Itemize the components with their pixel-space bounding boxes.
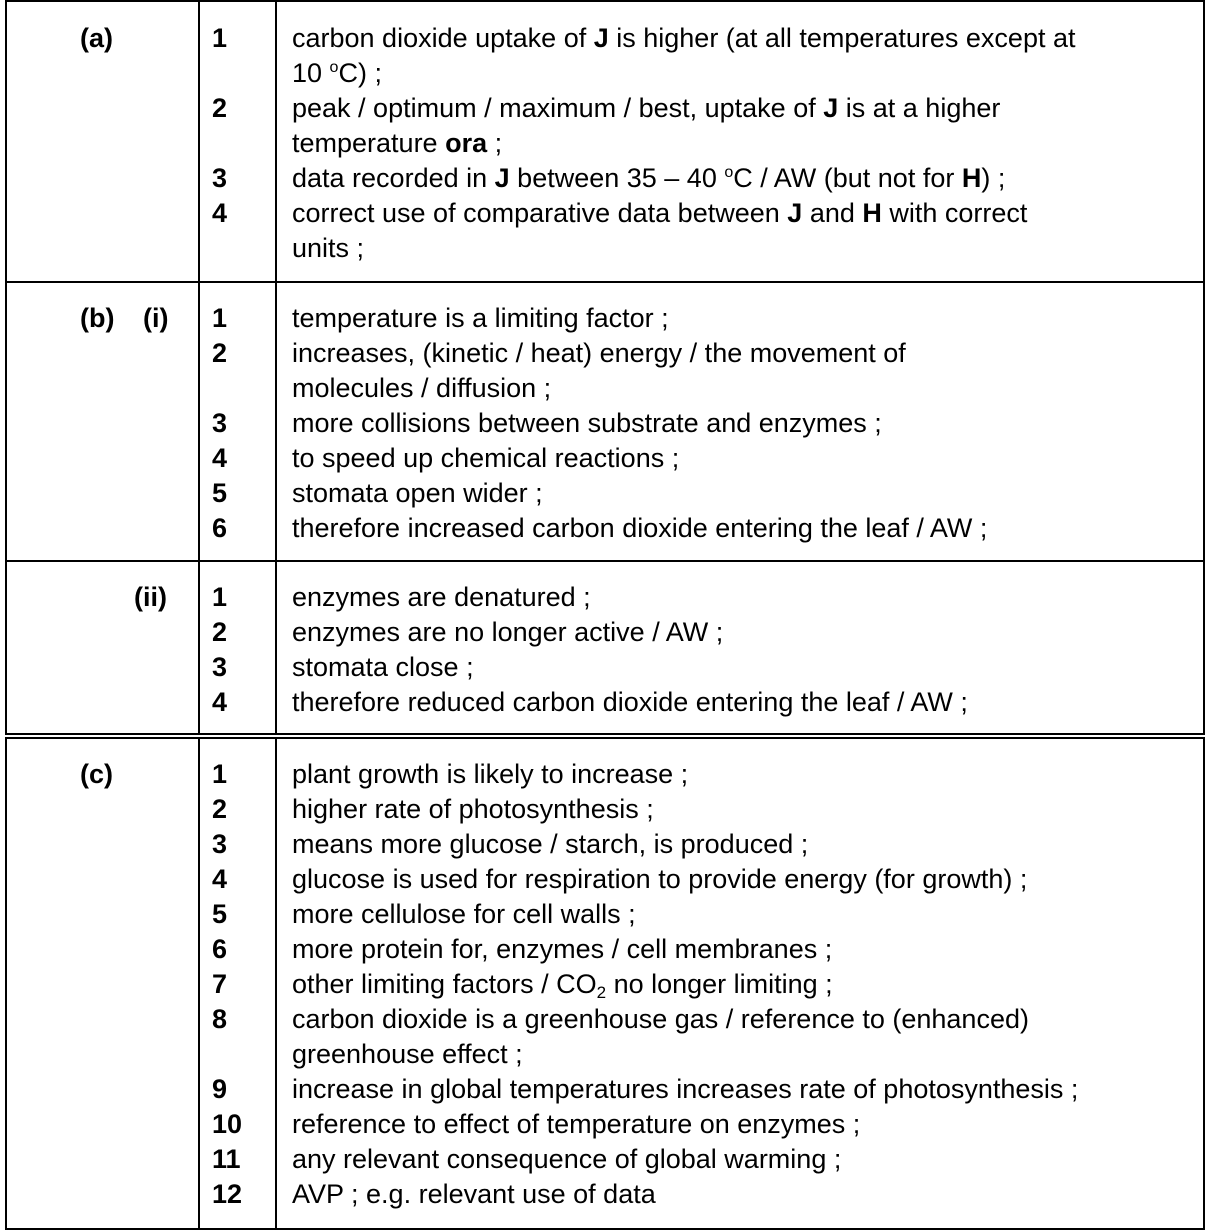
section-label: (c)	[80, 759, 113, 789]
mark-point-text: to speed up chemical reactions ;	[292, 443, 680, 473]
mark-point-text: molecules / diffusion ;	[292, 373, 552, 403]
mark-point-number: 1	[212, 303, 228, 333]
subsection-label: (ii)	[134, 582, 167, 612]
column-divider	[198, 283, 200, 560]
section-b-i-block	[5, 281, 1205, 562]
mark-point-number: 5	[212, 899, 228, 929]
mark-point-number: 3	[212, 652, 228, 682]
mark-point-text: carbon dioxide uptake of J is higher (at all temperatures except at	[292, 23, 1076, 53]
mark-point-text: reference to effect of temperature on enzymes ;	[292, 1109, 861, 1139]
mark-point-text: stomata close ;	[292, 652, 474, 682]
section-label: (a)	[80, 23, 113, 53]
column-divider	[198, 562, 200, 733]
mark-point-text: temperature is a limiting factor ;	[292, 303, 669, 333]
mark-point-text: correct use of comparative data between J and H with correct	[292, 198, 1028, 228]
mark-point-number: 1	[212, 23, 228, 53]
mark-point-text: 10 $^o$C) ;	[292, 58, 382, 88]
mark-point-text: increases, (kinetic / heat) energy / the movement of	[292, 338, 906, 368]
mark-point-text: means more glucose / starch, is produced ;	[292, 829, 809, 859]
section-c-block	[5, 737, 1205, 1230]
mark-point-text: carbon dioxide is a greenhouse gas / reference to (enhanced)	[292, 1004, 1029, 1034]
column-divider	[275, 739, 277, 1228]
mark-point-text: any relevant consequence of global warming ;	[292, 1144, 842, 1174]
mark-point-number: 3	[212, 408, 228, 438]
mark-point-number: 9	[212, 1074, 228, 1104]
mark-point-number: 7	[212, 969, 228, 999]
mark-point-number: 3	[212, 829, 228, 859]
mark-point-text: temperature ora ;	[292, 128, 503, 158]
mark-point-text: other limiting factors / $CO_2$ no longer limiting ;	[292, 969, 833, 1002]
mark-point-number: 1	[212, 759, 228, 789]
mark-point-text: AVP ; e.g. relevant use of data	[292, 1179, 656, 1209]
mark-point-number: 6	[212, 934, 228, 964]
mark-point-text: higher rate of photosynthesis ;	[292, 794, 654, 824]
mark-point-number: 6	[212, 513, 228, 543]
mark-point-text: units ;	[292, 233, 365, 263]
mark-point-text: therefore reduced carbon dioxide entering the leaf / AW ;	[292, 687, 968, 717]
mark-point-text: glucose is used for respiration to provide energy (for growth) ;	[292, 864, 1028, 894]
mark-point-number: 8	[212, 1004, 228, 1034]
section-b-ii-block	[5, 560, 1205, 735]
mark-point-number: 12	[212, 1179, 243, 1209]
mark-point-number: 2	[212, 338, 228, 368]
mark-point-number: 2	[212, 794, 228, 824]
mark-point-number: 4	[212, 198, 228, 228]
column-divider	[198, 739, 200, 1228]
mark-point-text: peak / optimum / maximum / best, uptake of J is at a higher	[292, 93, 1001, 123]
mark-point-text: more collisions between substrate and enzymes ;	[292, 408, 882, 438]
mark-point-text: enzymes are denatured ;	[292, 582, 591, 612]
mark-point-number: 2	[212, 93, 228, 123]
mark-point-text: more protein for, enzymes / cell membranes ;	[292, 934, 833, 964]
column-divider	[275, 283, 277, 560]
mark-point-number: 10	[212, 1109, 243, 1139]
mark-point-text: more cellulose for cell walls ;	[292, 899, 636, 929]
mark-point-number: 4	[212, 687, 228, 717]
mark-point-text: stomata open wider ;	[292, 478, 543, 508]
mark-point-text: data recorded in J between 35 – 40 $^o$C / AW (but not for H) ;	[292, 163, 1006, 193]
mark-point-text: enzymes are no longer active / AW ;	[292, 617, 724, 647]
column-divider	[198, 2, 200, 281]
subsection-label: (i)	[143, 303, 169, 333]
mark-point-number: 2	[212, 617, 228, 647]
column-divider	[275, 2, 277, 281]
mark-point-number: 1	[212, 582, 228, 612]
mark-point-text: therefore increased carbon dioxide entering the leaf / AW ;	[292, 513, 988, 543]
mark-point-number: 3	[212, 163, 228, 193]
mark-point-text: greenhouse effect ;	[292, 1039, 523, 1069]
mark-point-number: 11	[212, 1144, 241, 1174]
mark-point-text: increase in global temperatures increases rate of photosynthesis ;	[292, 1074, 1079, 1104]
mark-point-number: 4	[212, 864, 228, 894]
section-label: (b)	[80, 303, 115, 333]
mark-point-number: 5	[212, 478, 228, 508]
section-a-block	[5, 0, 1205, 283]
mark-point-text: plant growth is likely to increase ;	[292, 759, 689, 789]
column-divider	[275, 562, 277, 733]
mark-point-number: 4	[212, 443, 228, 473]
